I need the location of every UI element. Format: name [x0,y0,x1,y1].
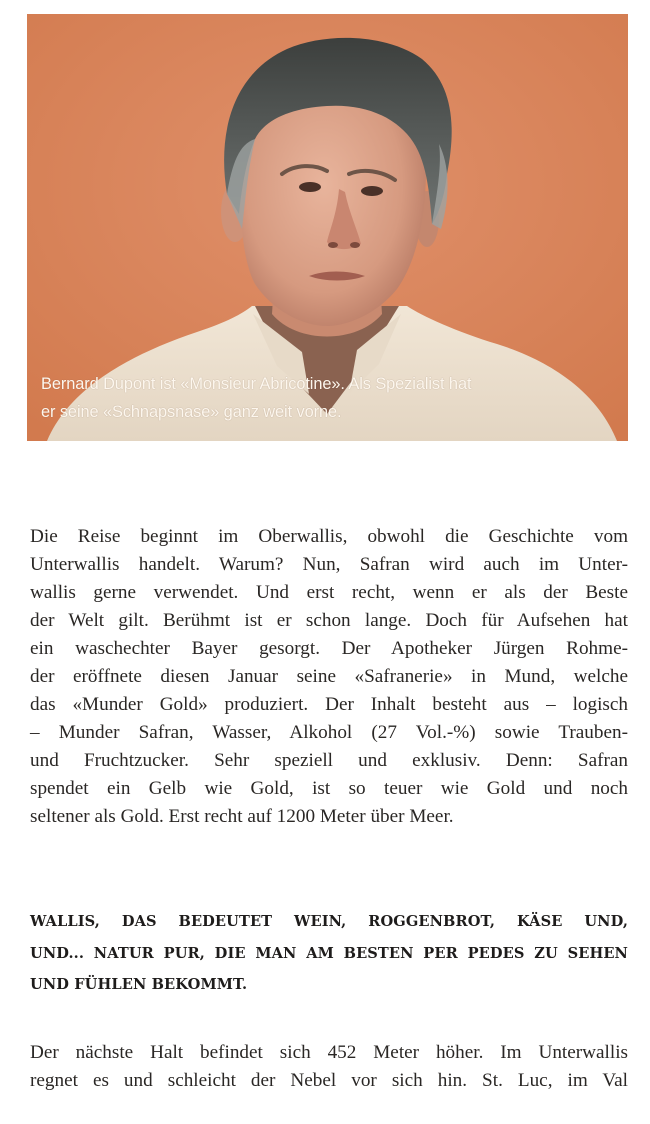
paragraph-line: und Fruchtzucker. Sehr speziell und exklusiv. Denn: Safran [30,750,628,771]
pull-quote [30,906,628,1001]
article-paragraph-1 [30,523,628,831]
paragraph-line: Der nächste Halt befindet sich 452 Meter höher. Im Unterwallis [30,1042,628,1063]
pull-quote-line: WALLIS, DAS BEDEUTET WEIN, ROGGENBROT, KÄSE UND, [30,913,628,930]
paragraph-line: wallis gerne verwendet. Und erst recht, wenn er als der Beste [30,582,628,603]
paragraph-line: Die Reise beginnt im Oberwallis, obwohl die Geschichte vom [30,526,628,547]
pull-quote-line: UND FÜHLEN BEKOMMT. [30,976,248,993]
paragraph-line: – Munder Safran, Wasser, Alkohol (27 Vol.-%) sowie Trauben- [30,722,628,743]
article-paragraph-2 [30,1039,628,1095]
left-eye [299,182,321,192]
paragraph-line: ein waschechter Bayer gesorgt. Der Apotheker Jürgen Rohme- [30,638,628,659]
photo-caption [41,370,621,426]
pull-quote-line: UND... NATUR PUR, DIE MAN AM BESTEN PER PEDES ZU SEHEN [30,944,628,962]
paragraph-line: seltener als Gold. Erst recht auf 1200 Meter über Meer. [30,806,454,827]
paragraph-line: spendet ein Gelb wie Gold, ist so teuer wie Gold und noch [30,778,628,799]
caption-line: Bernard Dupont ist «Monsieur Abricotine». Als Spezialist hat [41,375,472,393]
paragraph-line: das «Munder Gold» produziert. Der Inhalt besteht aus – logisch [30,694,628,715]
caption-line: er seine «Schnapsnase» ganz weit vorne. [41,403,342,421]
paragraph-line: Unterwallis handelt. Warum? Nun, Safran wird auch im Unter- [30,554,628,575]
paragraph-line: regnet es und schleicht der Nebel vor sich hin. St. Luc, im Val [30,1070,628,1091]
right-eye [361,186,383,196]
paragraph-line: der eröffnete diesen Januar seine «Safranerie» in Mund, welche [30,666,628,687]
paragraph-line: der Welt gilt. Berühmt ist er schon lange. Doch für Aufsehen hat [30,610,628,631]
portrait-photo [27,14,628,441]
